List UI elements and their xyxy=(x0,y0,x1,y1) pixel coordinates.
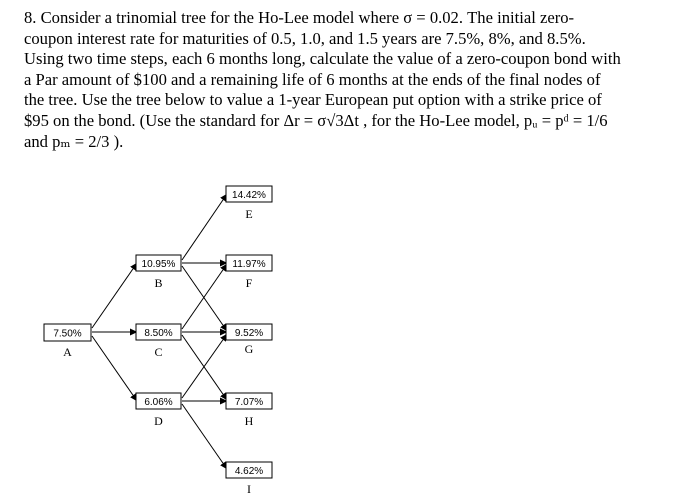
node-g-rate: 9.52% xyxy=(234,328,264,339)
branch-d-g xyxy=(182,334,227,398)
branch-b-e xyxy=(182,194,227,260)
node-f-rate: 11.97% xyxy=(232,259,266,270)
problem-line-1: 8. Consider a trinomial tree for the Ho-Lee model where σ = 0.02. The initial zero- xyxy=(24,8,575,27)
branch-b-g xyxy=(182,266,227,331)
problem-line-3: Using two time steps, each 6 months long, calculate the value of a zero-coupon bond with xyxy=(24,49,621,69)
node-g-label: G xyxy=(244,342,254,356)
node-h-rate: 7.07% xyxy=(234,397,264,408)
tree-node-d xyxy=(136,393,181,428)
node-b-label: B xyxy=(154,276,163,290)
problem-line-4: a Par amount of $100 and a remaining life of 6 months at the ends of the final nodes of xyxy=(24,69,601,89)
tree-node-a xyxy=(44,324,91,359)
node-d-rate: 6.06% xyxy=(144,397,173,408)
node-c-rate: 8.50% xyxy=(144,328,173,339)
branch-c-f xyxy=(182,264,227,329)
tree-node-h xyxy=(226,393,272,428)
branch-a-d xyxy=(92,336,137,401)
problem-line-2: coupon interest rate for maturities of 0.5, 1.0, and 1.5 years are 7.5%, 8%, and 8.5%. xyxy=(24,28,586,48)
problem-line-7: and pₘ = 2/3 ). xyxy=(24,131,124,151)
node-a-rate: 7.50% xyxy=(53,328,82,340)
branch-d-i xyxy=(182,404,227,469)
node-c-label: C xyxy=(154,345,163,359)
problem-line-5: the tree. Use the tree below to value a 1-year European put option with a strike price of xyxy=(24,90,602,110)
node-a-label: A xyxy=(63,345,72,359)
node-h-label: H xyxy=(244,414,254,428)
node-b-rate: 10.95% xyxy=(141,259,176,270)
tree-node-b xyxy=(136,255,181,290)
tree-node-g xyxy=(226,324,272,356)
tree-node-e xyxy=(226,186,272,221)
node-f-label: F xyxy=(245,276,253,290)
node-i-rate: 4.62% xyxy=(234,466,264,477)
tree-node-c xyxy=(136,324,181,359)
node-e-rate: 14.42% xyxy=(232,190,266,201)
branch-c-h xyxy=(182,335,227,400)
tree-node-f xyxy=(226,255,272,290)
node-d-label: D xyxy=(154,414,163,428)
node-i-label: I xyxy=(247,482,251,496)
problem-line-6: $95 on the bond. (Use the standard for Δr = σ√3Δt , for the Ho-Lee model, pᵤ = pᵈ = 1/6 xyxy=(24,110,608,130)
node-e-label: E xyxy=(245,207,253,221)
branch-a-b xyxy=(92,263,137,328)
tree-node-i xyxy=(226,462,272,496)
